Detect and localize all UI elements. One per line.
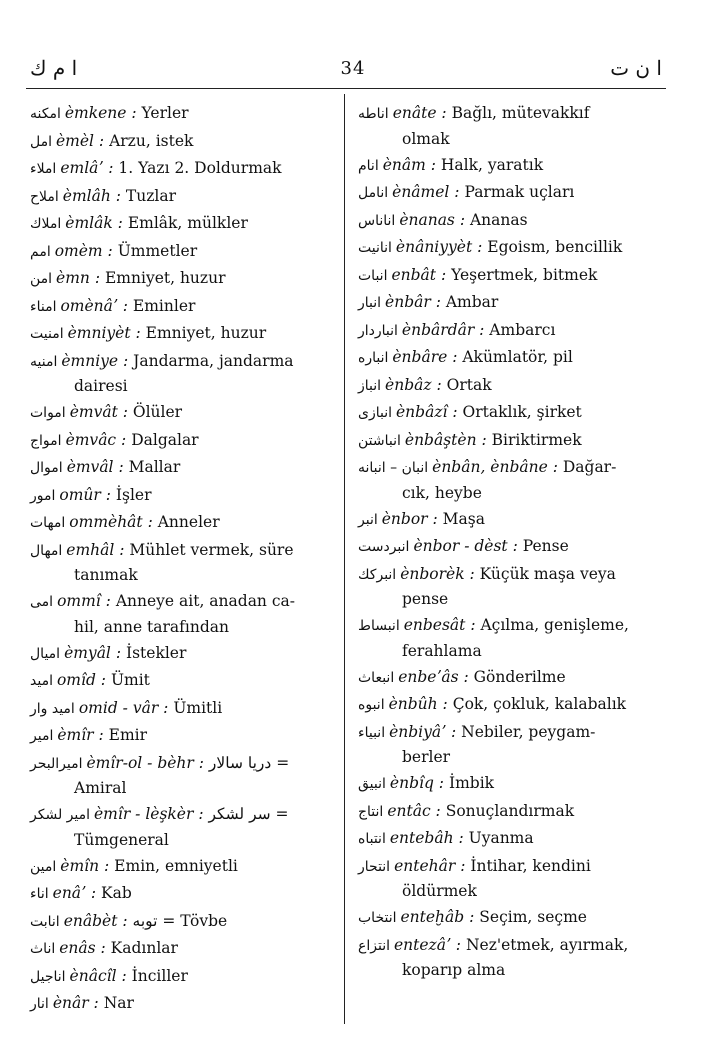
entry-definition-continued: cık, heybe [402,483,482,502]
entry-arabic-headword: انار [30,996,49,1012]
entry-transliteration: ènbor - dèst : [413,537,518,555]
entry-definition: Anneler [152,513,220,531]
entry-definition: Jandarma, jandarma [128,351,294,370]
dictionary-entry [30,265,336,293]
entry-definition: Eminler [127,296,196,315]
entry-arabic-headword: امين [30,858,57,875]
entry-arabic-headword: امم [30,243,51,260]
dictionary-entry [358,853,664,903]
entry-transliteration: èmîr-ol - bèhr : [86,753,204,772]
entry-arabic-headword: انبياء [358,724,386,741]
entry-transliteration: èmvâc : [65,430,127,449]
dictionary-entry [358,179,664,207]
dictionary-entry [358,207,664,235]
dictionary-entry [358,289,664,317]
entry-arabic-headword: انبازى [358,405,392,421]
entry-definition: Çok, çokluk, kalabalık [447,695,627,713]
entry-transliteration: enâte : [392,104,447,122]
dictionary-entry [358,152,664,180]
column-divider [344,94,345,1024]
entry-definition: Ümmetler [112,241,198,260]
dictionary-entry [30,963,336,991]
entry-definition: Seçim, seçme [474,908,587,926]
entry-definition-continued: olmak [402,129,450,148]
entry-arabic-headword: انتاج [358,803,384,820]
entry-definition: Ümitli [168,698,223,717]
entry-transliteration: enbeʼâs : [398,667,469,686]
entry-definition-continued: berler [402,748,451,766]
entry-arabic-headword: امهات [30,515,66,531]
entry-definition: Maşa [437,509,485,528]
entry-arabic-headword: انبار [358,295,382,311]
entry-definition: Emniyet, huzur [100,269,226,287]
entry-definition-continued: koparıp alma [402,961,506,979]
entry-transliteration: omîd : [56,671,107,689]
entry-arabic-headword: انبيق [358,776,386,792]
page-number: 34 [340,58,366,79]
entry-transliteration: enâs : [59,939,106,957]
dictionary-entry [358,932,664,982]
header-rule [26,88,666,89]
entry-transliteration: emlâʼ : [60,159,114,177]
dictionary-entry [30,935,336,963]
entry-arabic-headword: امنيه [30,353,58,370]
entry-definition: Emin, emniyetli [109,856,238,875]
entry-transliteration: enâbèt : [63,911,128,930]
entry-definition: Anneye ait, anadan ca- [110,592,295,610]
entry-definition-continued: tanımak [74,566,138,584]
entry-definition: Uyanma [463,829,534,847]
entry-definition: دريا سالار = [203,753,290,772]
entry-arabic-headword: انانيت [358,240,392,256]
dictionary-entry [30,588,336,638]
entry-definition: İmbik [444,774,495,792]
entry-definition: Açılma, genişleme, [475,616,629,634]
entry-definition: 1. Yazı 2. Doldurmak [113,159,282,177]
dictionary-entry [358,825,664,853]
entry-transliteration: ènbâre : [392,348,458,366]
entry-arabic-headword: اناث [30,941,56,957]
dictionary-entry [358,664,664,692]
entry-arabic-headword: اميد [30,673,53,689]
dictionary-entry [358,427,664,455]
entry-transliteration: èmkene : [64,104,137,122]
entry-definition: Ortaklık, şirket [457,403,582,421]
entry-arabic-headword: اناجيل [30,968,66,985]
entry-arabic-headword: اميال [30,645,61,662]
entry-arabic-headword: انبركك [358,566,397,583]
dictionary-entry [358,100,664,150]
dictionary-entry [358,798,664,826]
entry-arabic-headword: انبساط [358,618,400,634]
entry-arabic-headword: اموال [30,460,63,476]
entry-definition-continued: Tümgeneral [74,830,169,849]
entry-arabic-headword: انباره [358,350,389,366]
entry-arabic-headword: امير لشكر [30,807,90,823]
dictionary-entry [358,234,664,262]
entry-definition: Kab [96,884,132,902]
entry-definition: Emniyet, huzur [140,324,267,342]
entry-definition: İşler [110,485,152,504]
dictionary-entry [358,719,664,769]
entry-transliteration: enbesât : [403,616,476,634]
entry-transliteration: entezâʼ : [393,935,462,954]
entry-definition: İstekler [121,643,187,662]
entry-definition: Sonuçlandırmak [440,801,575,820]
dictionary-entry [358,533,664,561]
dictionary-entry [30,640,336,668]
entry-definition: Yeşertmek, bitmek [446,265,598,284]
dictionary-entry [30,482,336,510]
entry-transliteration: èmlâk : [65,214,123,232]
entry-definition: Küçük maşa veya [474,564,616,583]
entry-transliteration: entâc : [387,801,441,820]
entry-arabic-headword: املاك [30,216,62,232]
dictionary-entry [30,853,336,881]
entry-transliteration: omûr : [59,485,111,504]
entry-arabic-headword: امور [30,487,56,504]
entry-transliteration: ènâm : [382,155,436,174]
entry-transliteration: èmn : [56,269,101,287]
entry-arabic-headword: انامل [358,185,389,201]
entry-transliteration: èmîn : [60,856,110,875]
entry-arabic-headword: امل [30,133,52,150]
entry-transliteration: ommî : [57,592,111,610]
entry-transliteration: èmyâl : [64,643,122,662]
entry-arabic-headword: انتزاع [358,937,390,954]
entry-definition: Emir [103,726,148,744]
entry-definition: Emlâk, mülkler [122,214,248,232]
entry-definition-continued: Amiral [74,779,127,797]
dictionary-entry [30,100,336,128]
dictionary-entry [358,561,664,611]
entry-transliteration: ènbâz : [385,375,442,394]
entry-definition: İntihar, kendini [465,856,591,875]
header-right-letters: ا ن ت [610,56,662,80]
dictionary-entry [30,750,336,800]
dictionary-entry [30,427,336,455]
dictionary-entry [30,509,336,537]
entry-arabic-headword: امواج [30,432,62,449]
dictionary-entry [358,262,664,290]
entry-transliteration: èmèl : [56,131,105,150]
dictionary-entry [30,155,336,183]
entry-definition: Egoism, bencillik [482,238,623,256]
dictionary-entry [358,372,664,400]
entry-definition-continued: dairesi [74,377,128,395]
entry-arabic-headword: اناناس [358,212,396,229]
entry-arabic-headword: اموات [30,405,66,421]
entry-definition: Mallar [123,458,181,476]
entry-transliteration: ènbâzî : [396,403,458,421]
entry-definition: Kadınlar [105,939,178,957]
entry-definition: İnciller [126,966,188,985]
entry-arabic-headword: امى [30,594,54,610]
right-column [358,100,664,983]
entry-definition: Halk, yaratık [435,155,544,174]
entry-arabic-headword: انبردست [358,539,410,555]
entry-arabic-headword: اناطه [358,106,389,122]
dictionary-entry [30,128,336,156]
dictionary-entry [30,210,336,238]
entry-definition: Ortak [441,375,492,394]
entry-definition: Dalgalar [126,430,199,449]
entry-definition-continued: hil, anne tarafından [74,617,229,636]
entry-transliteration: ènbâr : [385,293,441,311]
entry-definition: Mühlet vermek, süre [124,540,294,559]
entry-arabic-headword: انباز [358,377,382,394]
entry-transliteration: ènanas : [399,210,466,229]
entry-definition: Gönderilme [468,667,566,686]
entry-arabic-headword: انتخاب [358,910,397,926]
entry-arabic-headword: انتحار [358,858,391,875]
entry-transliteration: ènâniyyèt : [395,238,483,256]
dictionary-entry [358,399,664,427]
entry-arabic-headword: انبان – انبانه [358,460,429,476]
entry-arabic-headword: انابت [30,913,60,930]
entry-definition-continued: pense [402,590,449,608]
entry-arabic-headword: انتباه [358,831,386,847]
entry-definition: توبه = Tövbe [127,911,228,930]
dictionary-entry [358,506,664,534]
entry-definition: Nar [98,994,134,1012]
entry-transliteration: ènbûh : [388,695,448,713]
dictionary-entry [30,348,336,398]
entry-definition: سر لشكر = [203,805,289,823]
entry-arabic-headword: انبات [358,267,388,284]
entry-transliteration: ènâcîl : [69,966,127,985]
dictionary-entry [30,399,336,427]
entry-definition: Arzu, istek [104,131,194,150]
entry-transliteration: entehâr : [394,856,466,875]
left-column [30,100,336,1018]
entry-transliteration: ommèhât : [69,513,153,531]
entry-definition: Akümlatör, pil [457,348,573,366]
dictionary-entry [30,695,336,723]
entry-arabic-headword: اميرالبحر [30,755,83,772]
entry-arabic-headword: امن [30,271,53,287]
entry-arabic-headword: امناء [30,298,57,315]
dictionary-entry [358,344,664,372]
entry-arabic-headword: انباردار [358,322,398,339]
entry-transliteration: enteḫâb : [400,908,475,926]
dictionary-entry [30,293,336,321]
entry-arabic-headword: انبر [358,511,378,528]
dictionary-entry [358,691,664,719]
entry-arabic-headword: انباشتن [358,432,401,449]
entry-transliteration: ènbân, ènbâne : [432,458,558,476]
entry-transliteration: èmniyèt : [67,324,141,342]
entry-transliteration: ènborèk : [400,564,475,583]
entry-definition: Parmak uçları [459,183,575,201]
dictionary-entry [30,320,336,348]
entry-transliteration: omènâʼ : [60,296,128,315]
entry-transliteration: emhâl : [66,540,125,559]
entry-definition: Ümit [106,671,150,689]
entry-transliteration: èmîr : [57,726,104,744]
dictionary-entry [358,612,664,662]
entry-definition-continued: öldürmek [402,882,477,900]
entry-arabic-headword: امير [30,728,54,744]
entry-arabic-headword: انبعاث [358,669,395,686]
entry-definition: Ananas [465,210,528,229]
entry-transliteration: ènâmel : [392,183,460,201]
entry-arabic-headword: انام [358,157,379,174]
dictionary-entry [358,317,664,345]
entry-definition: Bağlı, mütevakkıf [446,104,590,122]
entry-transliteration: èmîr - lèşkèr : [94,805,204,823]
entry-definition: Ambar [440,293,499,311]
dictionary-entry [30,454,336,482]
entry-transliteration: ènbârdâr : [401,320,485,339]
dictionary-entry [30,667,336,695]
entry-transliteration: ènbîq : [389,774,445,792]
entry-transliteration: èmlâh : [62,186,121,205]
entry-arabic-headword: انبوه [358,697,385,713]
entry-definition: Nebiler, peygam- [456,722,596,741]
entry-definition-continued: ferahlama [402,641,482,660]
dictionary-entry [358,454,664,504]
dictionary-entry [30,801,336,851]
entry-transliteration: enâʼ : [52,884,97,902]
entry-definition: Pense [517,537,569,555]
entry-definition: Ölüler [127,403,183,421]
entry-transliteration: enbât : [391,265,447,284]
dictionary-entry [30,537,336,587]
entry-transliteration: ènâr : [52,994,99,1012]
dictionary-entry [30,990,336,1018]
entry-arabic-headword: املاح [30,188,59,205]
dictionary-entry [30,880,336,908]
entry-arabic-headword: امنيت [30,326,64,342]
dictionary-entry [30,238,336,266]
entry-transliteration: omid - vâr : [78,698,169,717]
entry-definition: Dağar- [557,458,617,476]
entry-definition: Tuzlar [120,186,177,205]
entry-definition: Yerler [136,104,189,122]
entry-arabic-headword: اميد وار [30,700,75,717]
entry-definition: Biriktirmek [486,430,582,449]
dictionary-entry [358,770,664,798]
dictionary-entry [30,908,336,936]
entry-arabic-headword: اناء [30,886,49,902]
entry-transliteration: ènbor : [381,509,438,528]
dictionary-entry [30,183,336,211]
entry-definition: Nez'etmek, ayırmak, [461,935,629,954]
dictionary-entry [30,722,336,750]
entry-transliteration: ènbâştèn : [404,430,487,449]
entry-transliteration: ènbiyâʼ : [389,722,457,741]
entry-transliteration: èmniye : [61,351,129,370]
entry-arabic-headword: امكنه [30,106,61,122]
entry-definition: Ambarcı [484,320,556,339]
entry-transliteration: èmvât : [69,403,128,421]
dictionary-entry [358,904,664,932]
entry-transliteration: entebâh : [389,829,464,847]
header-left-letters: ا م ك [30,56,78,80]
entry-transliteration: èmvâl : [66,458,124,476]
entry-transliteration: omèm : [54,241,113,260]
entry-arabic-headword: امهال [30,542,63,559]
entry-arabic-headword: املاء [30,161,57,177]
